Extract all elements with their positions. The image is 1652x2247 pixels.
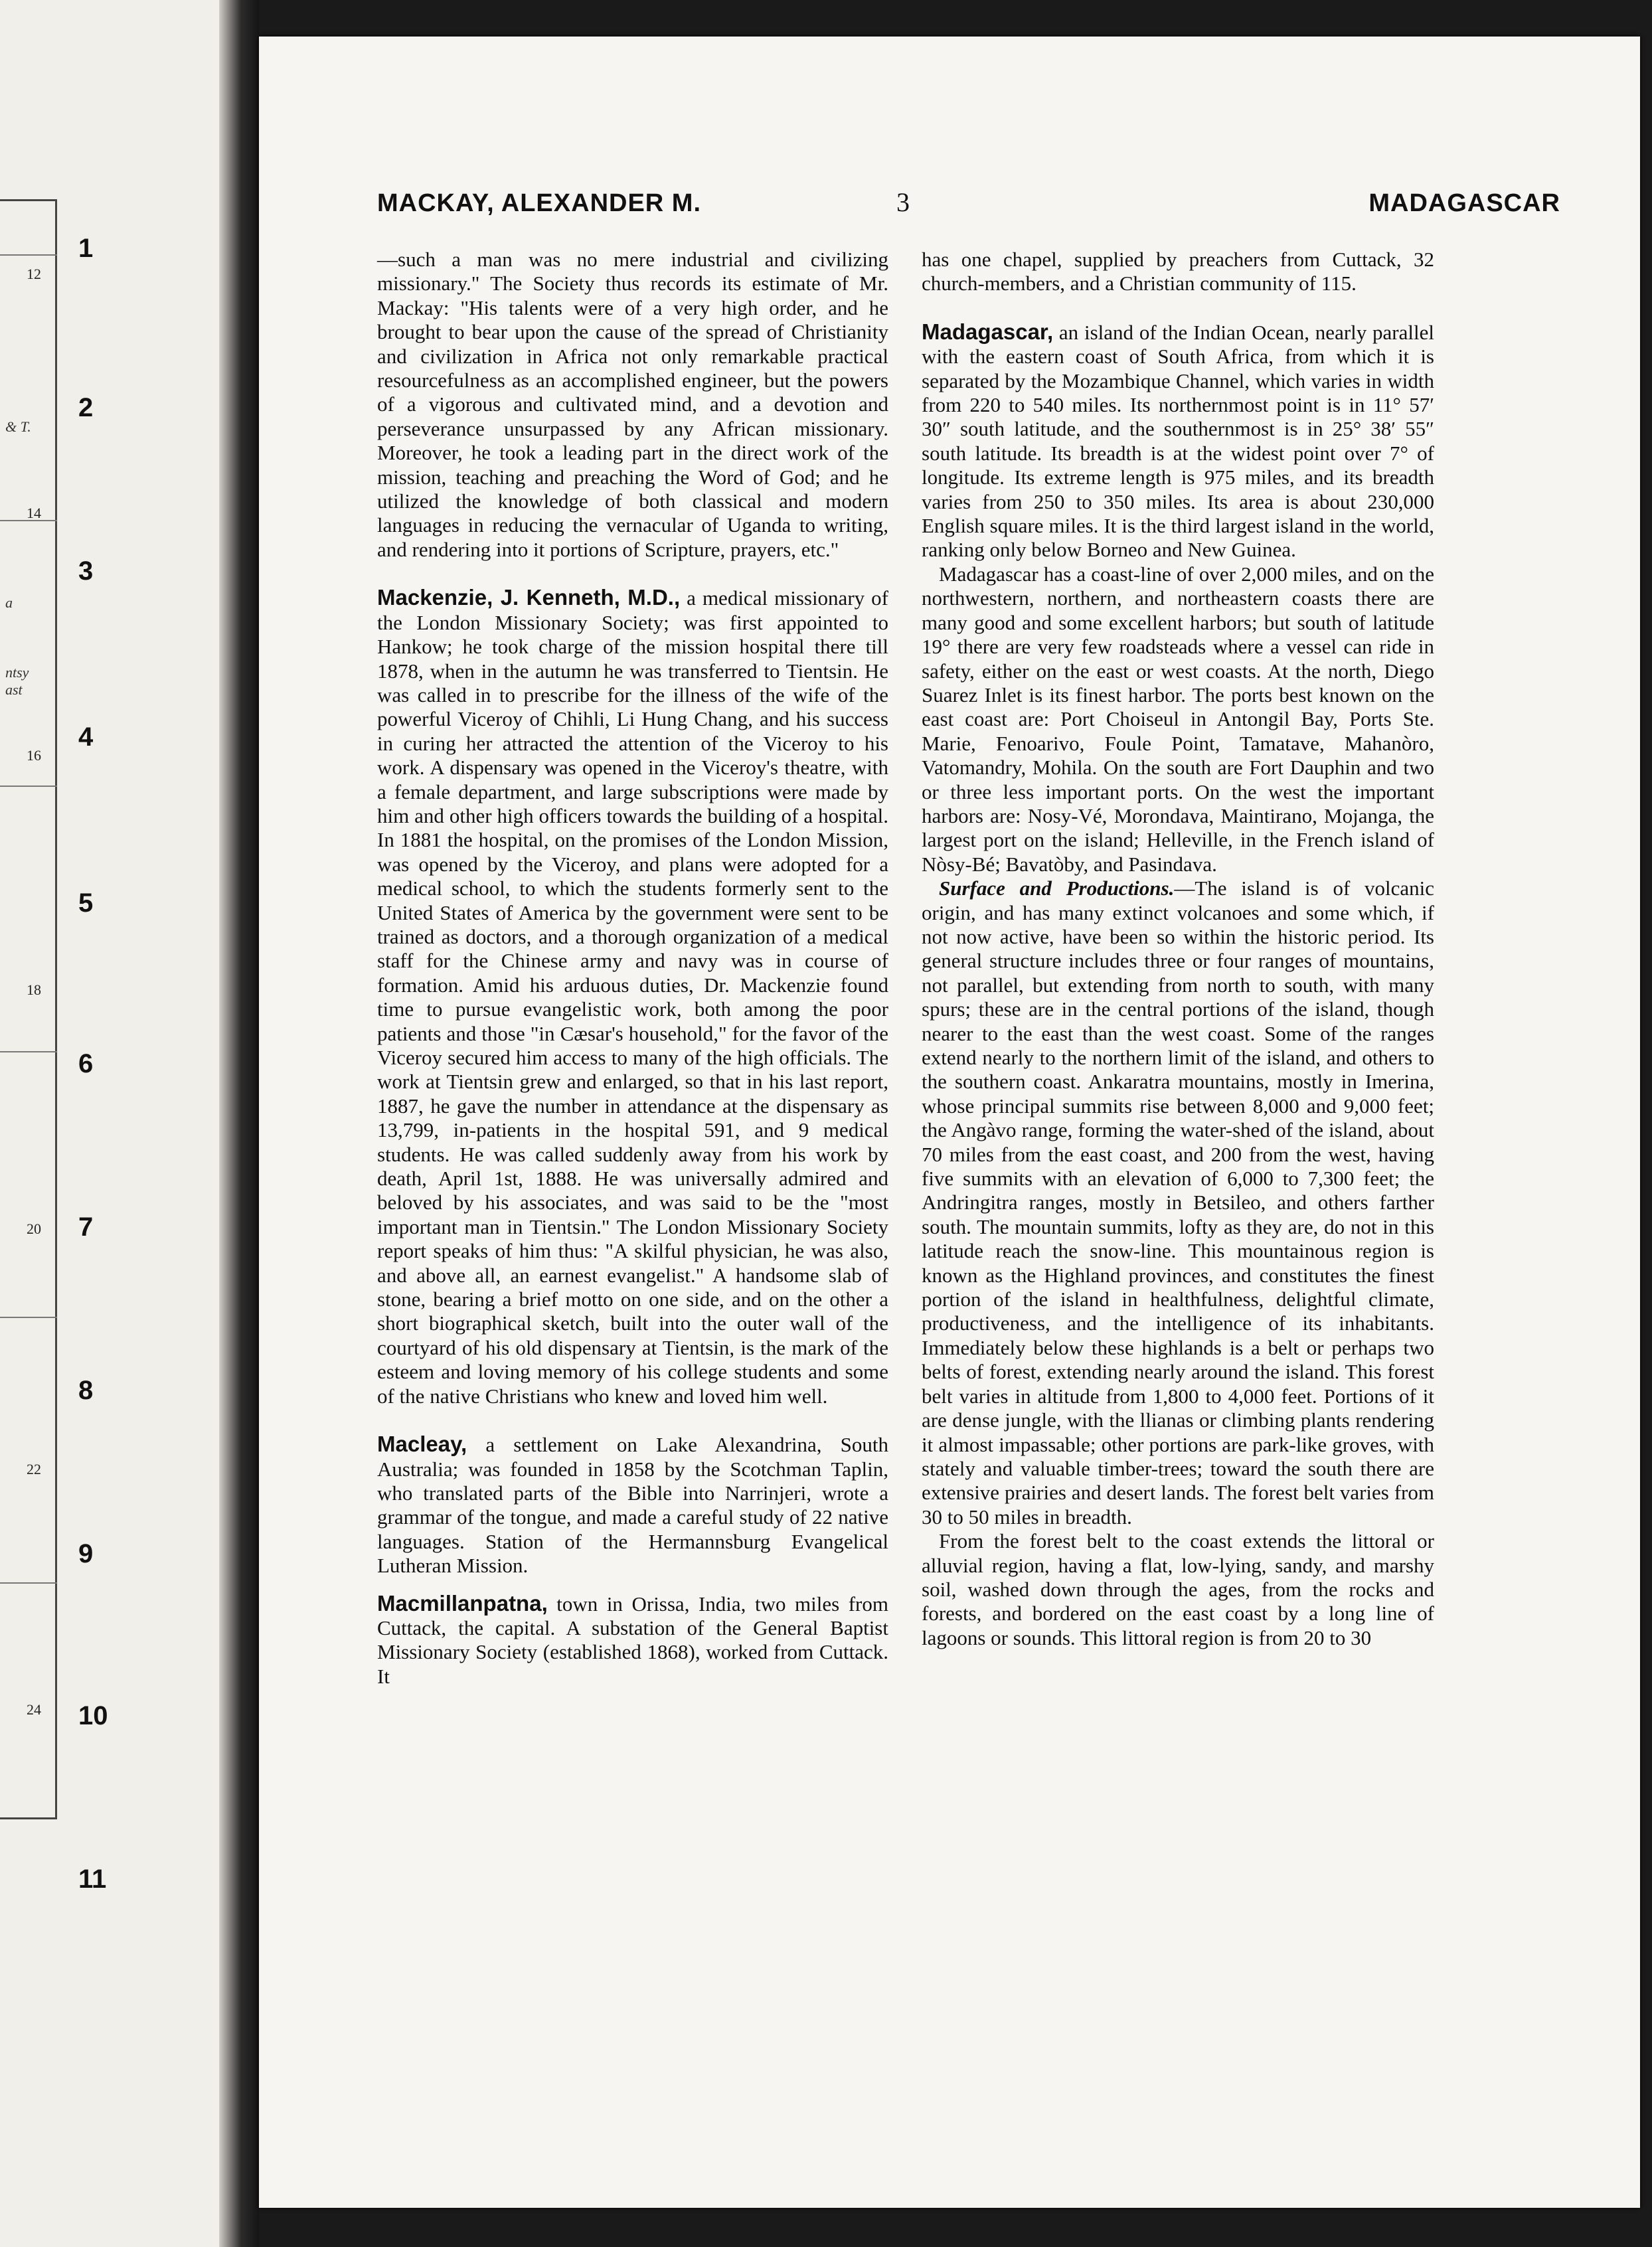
header-right-guideword: MADAGASCAR xyxy=(1368,189,1560,217)
row-number: 1 xyxy=(78,234,94,263)
entry-headword: Madagascar, xyxy=(922,319,1054,344)
latitude-label: 20 xyxy=(27,1220,41,1237)
littoral-paragraph: From the forest belt to the coast extends the littoral or alluvial region, having a flat, low-lying, sandy, and marshy soil, washed down through the ages, from the rocks and forests, and bordered on the east coast by a long line of lagoons or sounds. This littoral region is from 20 to 30 xyxy=(922,1529,1434,1649)
entry-macleay xyxy=(377,1432,888,1578)
left-facing-page xyxy=(0,0,219,2247)
map-gridline xyxy=(0,1317,57,1318)
row-number: 5 xyxy=(78,888,94,918)
header-left-guideword: MACKAY, ALEXANDER M. xyxy=(377,189,702,217)
latitude-label: 22 xyxy=(27,1461,41,1477)
map-gridline xyxy=(0,1582,57,1584)
left-text-column xyxy=(377,248,888,1689)
row-number: 7 xyxy=(78,1212,94,1242)
map-edge xyxy=(0,199,57,1819)
row-number: 9 xyxy=(78,1539,94,1568)
entry-text: a medical missionary of the London Missionary Society; was first appointed to Hankow; he took charge of the mission hospital there till 1878, when in the autumn he was transferred to Tientsin. He was called in to prescribe for the illness of the wife of the powerful Viceroy of Chihli, Li Hung Chang, and his success in curing her attracted the attention of the Viceroy to his work. A dispensary was opened in the Viceroy's theatre, with a female department, and large subscriptions were made by him and other high officers towards the building of a hospital. In 1881 the hospital, on the promises of the London Mission, was opened by the Viceroy, and plans were adopted for a medical school, to which the students formerly sent to the United States of America by the government were sent to be trained as doctors, and a thorough organization of a medical staff for the Chinese army and navy was in course of formation. Amid his arduous duties, Dr. Mackenzie found time to pursue evangelistic work, both among the poor patients and those "in Cæsar's household," for the favor of the Viceroy secured him access to many of the high officials. The work at Tientsin grew and enlarged, so that in his last report, 1887, he gave the number in attendance at the dispensary as 13,799, in-patients in the hospital 591, and 9 medical students. He was called suddenly away from his work by death, April 1st, 1888. He was universally admired and beloved by his associates, and was said to be the "most important man in Tientsin." The London Missionary Society report speaks of him thus: "A skilful physician, he was also, and above all, an earnest evangelist." A handsome slab of stone, bearing a brief motto on one side, and on the other a short biographical sketch, built into the outer wall of the courtyard of his old dispensary at Tientsin, is the mark of the esteem and loving memory of his college students and some of the native Christians who knew and loved him well. xyxy=(377,586,888,1408)
row-number: 11 xyxy=(78,1865,107,1894)
map-text-fragment: ntsy xyxy=(5,664,29,681)
latitude-label: 14 xyxy=(27,505,41,521)
coastline-paragraph: Madagascar has a coast-line of over 2,000 miles, and on the northwestern, northern, and northeastern coasts there are many good and some excellent harbors; but south of latitude 19° there are very few roadsteads where a vessel can ride in safety, either on the east or west coasts. At the north, Diego Suarez Inlet is its finest harbor. The ports best known on the east coast are: Port Choiseul in Antongil Bay, Ports Ste. Marie, Fenoarivo, Foule Point, Tamatave, Mahanòro, Vatomandry, Mohila. On the south are Fort Dauphin and two or three less important ports. On the west the important harbors are: Nosy-Vé, Morondava, Maintirano, Mojanga, the largest port on the island; Helleville, in the French island of Nòsy-Bé; Bavatòby, and Pasindava. xyxy=(922,562,1434,876)
latitude-label: 12 xyxy=(27,266,41,282)
entry-headword: Mackenzie, J. Kenneth, M.D., xyxy=(377,585,681,610)
row-number: 8 xyxy=(78,1376,94,1405)
section-text: —The island is of volcanic origin, and has many extinct volcanoes and some which, if not now active, have been so within the historic period. Its general structure includes three or four ranges of mountains, not parallel, but extending from north to south, with many spurs; these are in the central portions of the island, though nearer to the east than the west coast. Some of the ranges extend nearly to the northern limit of the island, and others to the southern coast. Ankaratra mountains, mostly in Imerina, whose principal summits rise between 8,000 and 9,000 feet; the Angàvo range, forming the water-shed of the island, about 70 miles from the east coast, and 200 from the west, having five summits with an elevation of 6,000 to 7,300 feet; the Andringitra ranges, mostly in Betsileo, and others farther south. The mountain summits, lofty as they are, do not in this latitude reach the snow-line. This mountainous region is known as the Highland provinces, and constitutes the finest portion of the island in healthfulness, delightful climate, productiveness, and the intelligence of its inhabitants. Immediately below these highlands is a belt or perhaps two belts of forest, extending nearly around the island. This forest belt varies in altitude from 1,800 to 4,000 feet. Portions of it are dense jungle, with the llianas or climbing plants rendering it almost impassable; other portions are park-like groves, with stately and valuable timber-trees; toward the south there are extensive prairies and desert lands. The forest belt varies from 30 to 50 miles in breadth. xyxy=(922,876,1434,1529)
entry-macmillanpatna xyxy=(377,1592,888,1689)
entry-text: town in Orissa, India, two miles from Cuttack, the capital. A substation of the General Baptist Missionary Society (established 1868), worked from Cuttack. It xyxy=(377,1592,888,1688)
latitude-label: 24 xyxy=(27,1701,41,1718)
map-gridline xyxy=(0,1051,57,1052)
map-gridline xyxy=(0,786,57,787)
page-number: 3 xyxy=(896,187,910,217)
row-number: 2 xyxy=(78,393,94,422)
book-gutter xyxy=(219,0,259,2247)
entry-madagascar xyxy=(922,320,1434,562)
entry-mackenzie xyxy=(377,586,888,1408)
latitude-label: 16 xyxy=(27,747,41,764)
macmillanpatna-continuation: has one chapel, supplied by preachers from Cuttack, 32 church-members, and a Christian community of 115. xyxy=(922,248,1434,295)
right-text-column xyxy=(922,248,1434,1650)
map-text-fragment: a xyxy=(5,594,13,611)
map-text-fragment: ast xyxy=(5,681,23,698)
section-heading: Surface and Productions. xyxy=(939,876,1175,900)
row-number: 10 xyxy=(78,1701,108,1730)
row-number: 3 xyxy=(78,556,94,586)
row-number: 6 xyxy=(78,1049,94,1078)
book-page xyxy=(259,37,1640,2208)
row-number: 4 xyxy=(78,722,94,752)
map-text-fragment: & T. xyxy=(5,418,31,435)
entry-headword: Macmillanpatna, xyxy=(377,1590,548,1616)
mackay-continuation: —such a man was no mere industrial and civilizing missionary." The Society thus records its estimate of Mr. Mackay: "His talents were of a very high order, and he brought to bear upon the cause of the spread of Christianity and civilization in Africa not only remarkable practical resourcefulness as an accomplished engineer, but the powers of a vigorous and cultivated mind, and a devotion and perseverance unsurpassed by any African missionary. Moreover, he took a leading part in the direct work of the mission, teaching and preaching the Word of God; and he utilized the knowledge of both classical and modern languages in reducing the vernacular of Uganda to writing, and rendering into it portions of Scripture, prayers, etc." xyxy=(377,248,888,561)
surface-paragraph xyxy=(922,876,1434,1529)
latitude-label: 18 xyxy=(27,981,41,998)
entry-headword: Macleay, xyxy=(377,1432,467,1457)
map-gridline xyxy=(0,254,57,256)
entry-text: an island of the Indian Ocean, nearly parallel with the eastern coast of South Africa, from which it is separated by the Mozambique Channel, which varies in width from 220 to 540 miles. Its northernmost point is in 11° 57′ 30″ south latitude, and the southernmost is in 25° 38′ 55″ south latitude. Its breadth is at the widest point over 7° of longitude. Its extreme length is 975 miles, and its breadth varies from 250 to 350 miles. Its area is about 230,000 English square miles. It is the third largest island in the world, ranking only below Borneo and New Guinea. xyxy=(922,320,1434,562)
entry-text: a settlement on Lake Alexandrina, South Australia; was founded in 1858 by the Scotchman Taplin, who translated parts of the Bible into Narrinjeri, wrote a grammar of the tongue, and made a careful study of 22 native languages. Station of the Hermannsburg Evangelical Lutheran Mission. xyxy=(377,1433,888,1578)
